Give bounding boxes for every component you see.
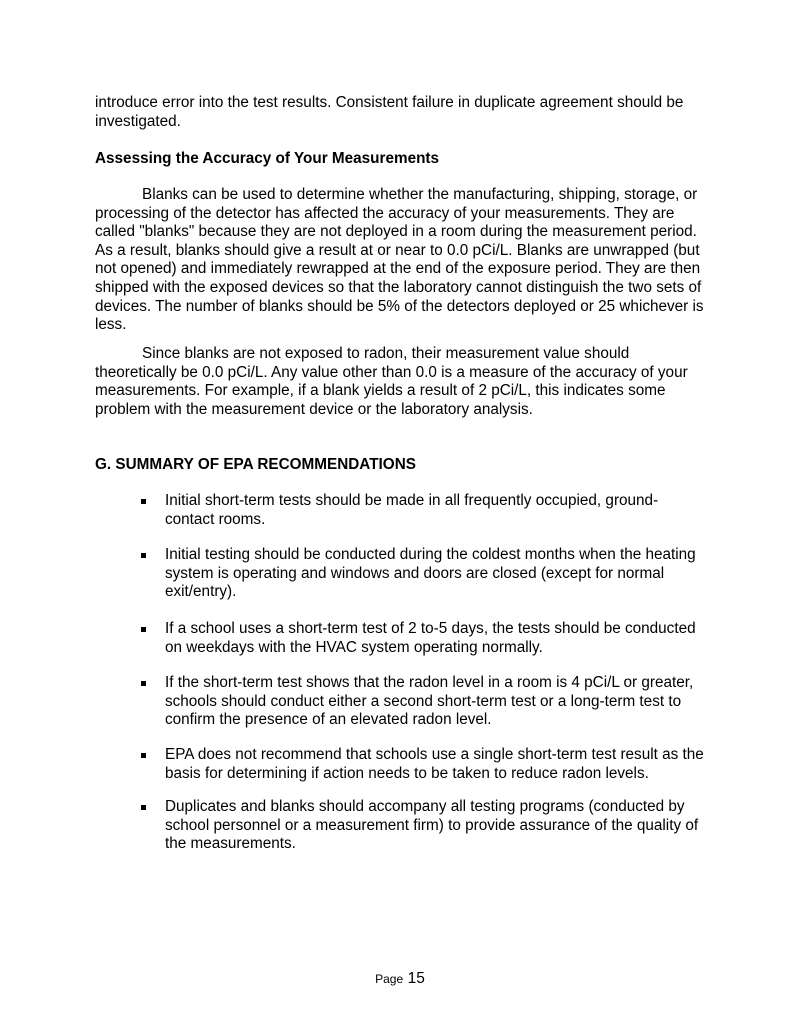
blanks-paragraph: Blanks can be used to determine whether the manufacturing, shipping, storage, or processing of the detector has affected the accuracy of your measurements. They are called "blanks" because they are not deployed in a room during the measurement period. As a result, blanks should give a result at or near to 0.0 pCi/L. Blanks are unwrapped (but not opened) and immediately rewrapped at the end of the exposure period. They are then shipped with the exposed devices so that the laboratory cannot distinguish the two sets of devices. The number of blanks should be 5% of the detectors deployed or 25 whichever is less. [95, 186, 704, 334]
square-bullet-icon [141, 805, 146, 810]
square-bullet-icon [141, 499, 146, 504]
square-bullet-icon [141, 753, 146, 758]
list-item-text: If a school uses a short-term test of 2 to-5 days, the tests should be conducted on weekdays with the HVAC system operating normally. [165, 620, 696, 656]
list-item [95, 620, 705, 657]
continuation-paragraph: introduce error into the test results. Consistent failure in duplicate agreement should be investigated. [95, 94, 684, 130]
list-item [95, 798, 705, 854]
blanks-accuracy-paragraph: Since blanks are not exposed to radon, their measurement value should theoretically be 0.0 pCi/L. Any value other than 0.0 is a measure of the accuracy of your measurements. For example, if a blank yields a result of 2 pCi/L, this indicates some problem with the measurement device or the laboratory analysis. [95, 345, 688, 418]
list-item-text: If the short-term test shows that the radon level in a room is 4 pCi/L or greater, schools should conduct either a second short-term test or a long-term test to confirm the presence of an elevated radon level. [165, 674, 694, 729]
square-bullet-icon [141, 681, 146, 686]
page-number: 15 [407, 970, 425, 987]
list-item [95, 492, 705, 529]
page-label: Page [375, 972, 404, 986]
list-item [95, 546, 705, 602]
list-item [95, 674, 705, 730]
page-footer [0, 970, 800, 988]
list-item-text: Initial short-term tests should be made in all frequently occupied, ground-contact rooms. [165, 492, 659, 528]
square-bullet-icon [141, 627, 146, 632]
list-item [95, 746, 705, 783]
square-bullet-icon [141, 553, 146, 558]
subsection-heading: Assessing the Accuracy of Your Measurements [95, 150, 440, 167]
list-item-text: Initial testing should be conducted during the coldest months when the heating system is operating and windows and doors are closed (except for normal exit/entry). [165, 546, 696, 601]
list-item-text: EPA does not recommend that schools use a single short-term test result as the basis for determining if action needs to be taken to reduce radon levels. [165, 746, 704, 782]
section-heading: G. SUMMARY OF EPA RECOMMENDATIONS [95, 456, 416, 473]
list-item-text: Duplicates and blanks should accompany all testing programs (conducted by school personnel or a measurement firm) to provide assurance of the quality of the measurements. [165, 798, 699, 853]
